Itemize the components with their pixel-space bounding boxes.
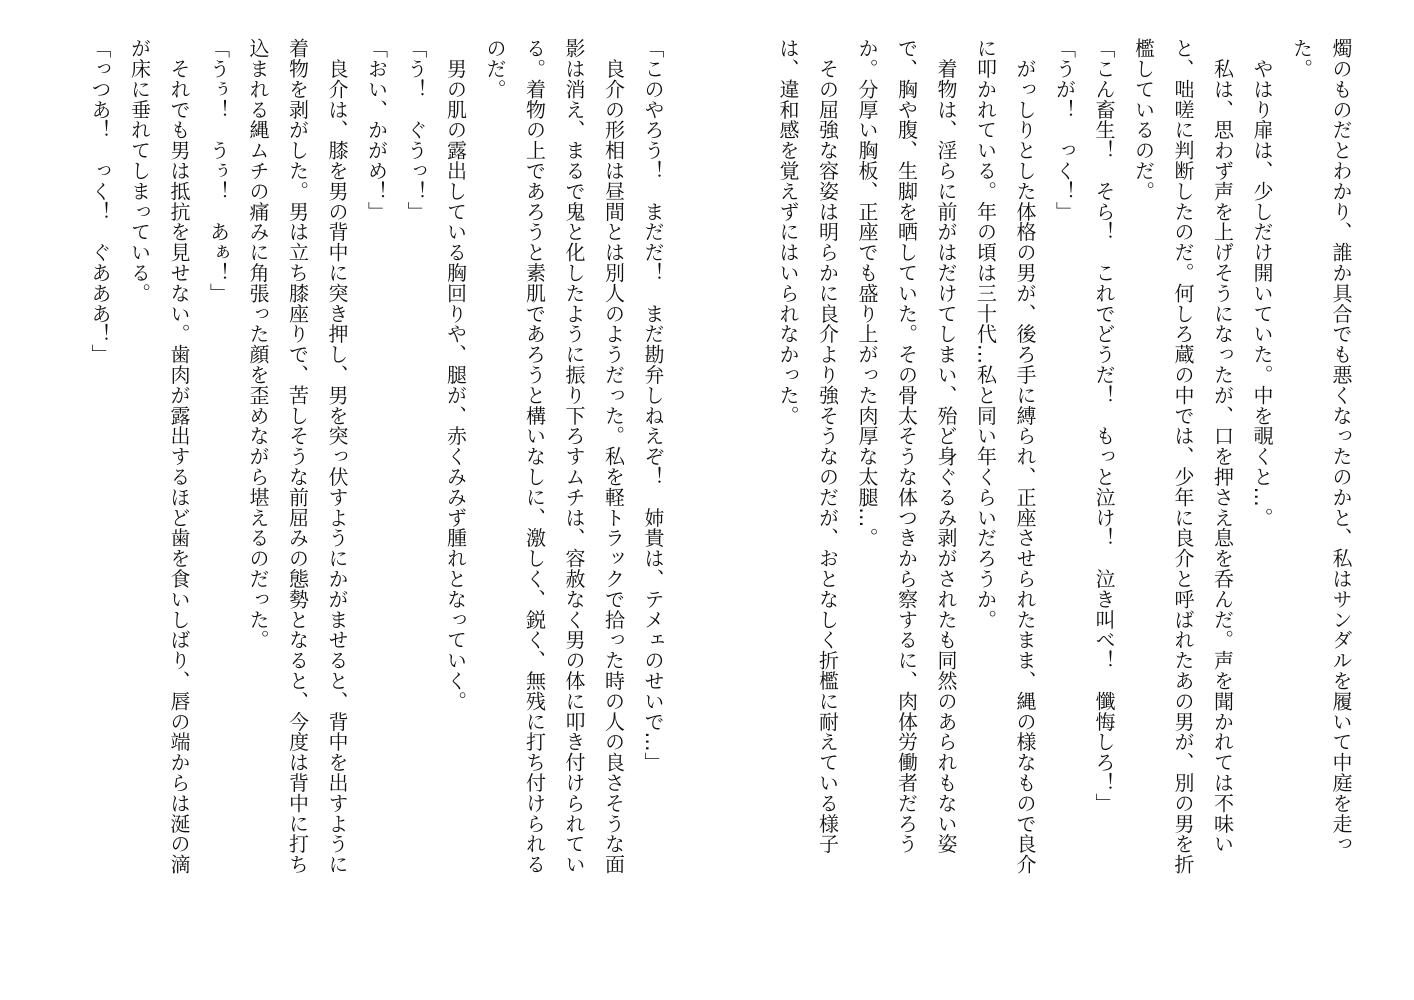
text-line: やはり扉は、少しだけ開いていた。中を覗くと…。 [1250, 38, 1274, 528]
text-line: 私は、思わず声を上げそうになったが、口を押さえ息を呑んだ。声を聞かれては不味い [1210, 38, 1235, 854]
text-line: 「このやろう！ まだだ！ まだ勘弁しねえぞ！ 姉貴は、テメェのせいで…」 [641, 38, 665, 773]
text-line: 燭のものだとわかり、誰か具合でも悪くなったのかと、私はサンダルを履いて中庭を走っ [1329, 38, 1353, 854]
text-line: る。着物の上であろうと素肌であろうと構いなしに、激しく、鋭く、無残に打ち付けられる [522, 38, 547, 875]
text-line: 着物を剥がした。男は立ち膝座りで、苦しそうな前屈みの態勢となると、今度は背中に打ち [285, 38, 310, 875]
text-line: 込まれる縄ムチの痛みに角張った顔を歪めながら堪えるのだった。 [246, 38, 270, 650]
text-line: は、違和感を覚えずにはいられなかった。 [776, 38, 800, 426]
text-line: がっしりとした体格の男が、後ろ手に縛られ、正座させられたまま、縄の様なもので良介 [1013, 38, 1037, 875]
text-line: と、咄嗟に判断したのだ。何しろ蔵の中では、少年に良介と呼ばれたあの男が、別の男を折 [1171, 38, 1195, 875]
text-line: 着物は、淫らに前がはだけてしまい、殆ど身ぐるみ剥がされたも同然のあられもない姿 [934, 38, 958, 854]
text-line: が床に垂れてしまっている。 [127, 38, 152, 304]
text-line: 「こん畜生！ そら！ これでどうだ！ もっと泣け！ 泣き叫べ！ 懺悔しろ！」 [1092, 38, 1116, 814]
text-line: か。分厚い胸板、正座でも盛り上がった肉厚な太腿…。 [855, 38, 879, 548]
text-line: 檻しているのだ。 [1131, 38, 1156, 202]
text-line: 「うが！ っく！」 [1052, 38, 1077, 222]
text-line: その屈強な容姿は明らかに良介より強そうなのだが、おとなしく折檻に耐えている様子 [815, 38, 840, 854]
text-line: 「うぅ！ うぅ！ あぁ！」 [206, 38, 231, 304]
text-line: 良介は、膝を男の背中に突き押し、男を突っ伏すようにかがませると、背中を出すように [325, 38, 349, 875]
text-line: のだ。 [483, 38, 507, 100]
text-line: 男の肌の露出している胸回りや、腿が、赤くみみず腫れとなっていく。 [443, 38, 468, 712]
text-line: 良介の形相は昼間とは別人のようだった。私を軽トラックで拾った時の人の良さそうな面 [601, 38, 626, 875]
text-line: た。 [1289, 38, 1314, 79]
left-page-text [60, 38, 672, 968]
right-page-text [770, 38, 1360, 968]
text-line: 影は消え、まるで鬼と化したように振り下ろすムチは、容赦なく男の体に叩き付けられてい [562, 38, 586, 875]
text-line: それでも男は抵抗を見せない。歯肉が露出するほど歯を食いしばり、唇の端からは涎の滴 [167, 38, 191, 875]
text-line: 「っつあ！ っく！ ぐあああ！」 [88, 38, 112, 365]
text-line: で、胸や腹、生脚を晒していた。その骨太そうな体つきから察するに、肉体労働者だろう [894, 38, 919, 854]
text-line: 「おい、かがめ！」 [364, 38, 389, 222]
text-line: 「う！ ぐうっ！」 [404, 38, 428, 222]
text-line: に叩かれている。年の頃は三十代…私と同い年くらいだろうか。 [973, 38, 998, 630]
